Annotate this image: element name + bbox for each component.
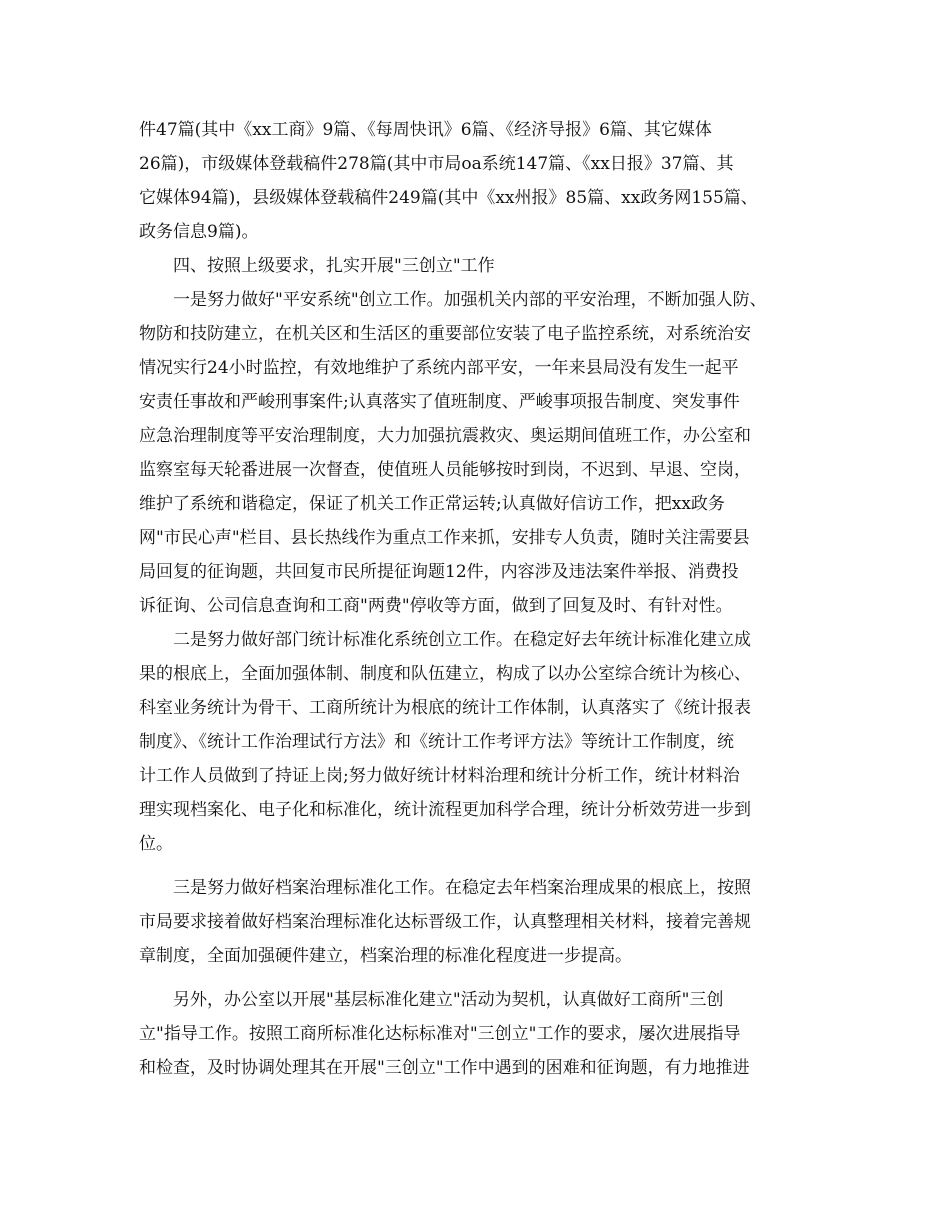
text-line: 三是努力做好档案治理标准化工作。在稳定去年档案治理成果的根底上，按照 [139,878,751,898]
text-line: 位。 [139,834,173,854]
text-line: 物防和技防建立，在机关区和生活区的重要部位安装了电子监控系统，对系统治安 [139,324,751,344]
text-line: 章制度，全面加强硬件建立，档案治理的标准化程度进一步提高。 [139,946,632,966]
text-line: 理实现档案化、电子化和标准化，统计流程更加科学合理，统计分析效劳进一步到 [139,800,751,820]
text-line: 计工作人员做到了持证上岗;努力做好统计材料治理和统计分析工作，统计材料治 [139,766,740,786]
text-line: 制度》、《统计工作治理试行方法》和《统计工作考评方法》等统计工作制度，统 [139,732,734,752]
text-line: 它媒体94篇)，县级媒体登载稿件249篇(其中《xx州报》85篇、xx政务网155篇、 [139,188,758,208]
paragraph-gap [139,861,829,871]
text-line: 果的根底上，全面加强体制、制度和队伍建立，构成了以办公室综合统计为核心、 [139,664,751,684]
section-heading: 四、按照上级要求，扎实开展"三创立"工作 [139,256,495,276]
text-line: 立"指导工作。按照工商所标准化达标标准对"三创立"工作的要求，屡次进展指导 [139,1024,741,1044]
text-line: 另外，办公室以开展"基层标准化建立"活动为契机，认真做好工商所"三创 [139,990,724,1010]
text-line: 网"市民心声"栏目、县长热线作为重点工作来抓，安排专人负责，随时关注需要县 [139,528,750,548]
text-line: 安责任事故和严峻刑事案件;认真落实了值班制度、严峻事项报告制度、突发事件 [139,392,740,412]
text-line: 局回复的征询题，共回复市民所提征询题12件，内容涉及违法案件举报、消费投 [139,562,739,582]
text-line: 应急治理制度等平安治理制度，大力加强抗震救灾、奥运期间值班工作，办公室和 [139,426,751,446]
text-line: 科室业务统计为骨干、工商所统计为根底的统计工作体制，认真落实了《统计报表 [139,698,751,718]
text-line: 市局要求接着做好档案治理标准化达标晋级工作，认真整理相关材料，接着完善规 [139,912,751,932]
text-line: 26篇)，市级媒体登载稿件278篇(其中市局oa系统147篇、《xx日报》37篇、其 [139,154,734,174]
text-line: 一是努力做好"平安系统"创立工作。加强机关内部的平安治理，不断加强人防、 [139,290,767,310]
text-line: 情况实行24小时监控，有效地维护了系统内部平安，一年来县局没有发生一起平 [139,358,739,378]
text-line: 诉征询、公司信息查询和工商"两费"停收等方面，做到了回复及时、有针对性。 [139,596,733,616]
document-body [139,113,829,1085]
text-line: 二是努力做好部门统计标准化系统创立工作。在稳定好去年统计标准化建立成 [139,630,751,650]
text-line: 件47篇(其中《xx工商》9篇、《每周快讯》6篇、《经济导报》6篇、其它媒体 [139,120,712,140]
text-line: 监察室每天轮番进展一次督查，使值班人员能够按时到岗，不迟到、早退、空岗， [139,460,751,480]
paragraph-gap [139,973,829,983]
text-line: 和检查，及时协调处理其在开展"三创立"工作中遇到的困难和征询题，有力地推进 [139,1058,750,1078]
text-line: 维护了系统和谐稳定，保证了机关工作正常运转;认真做好信访工作，把xx政务 [139,494,725,514]
text-line: 政务信息9篇)。 [139,222,259,242]
